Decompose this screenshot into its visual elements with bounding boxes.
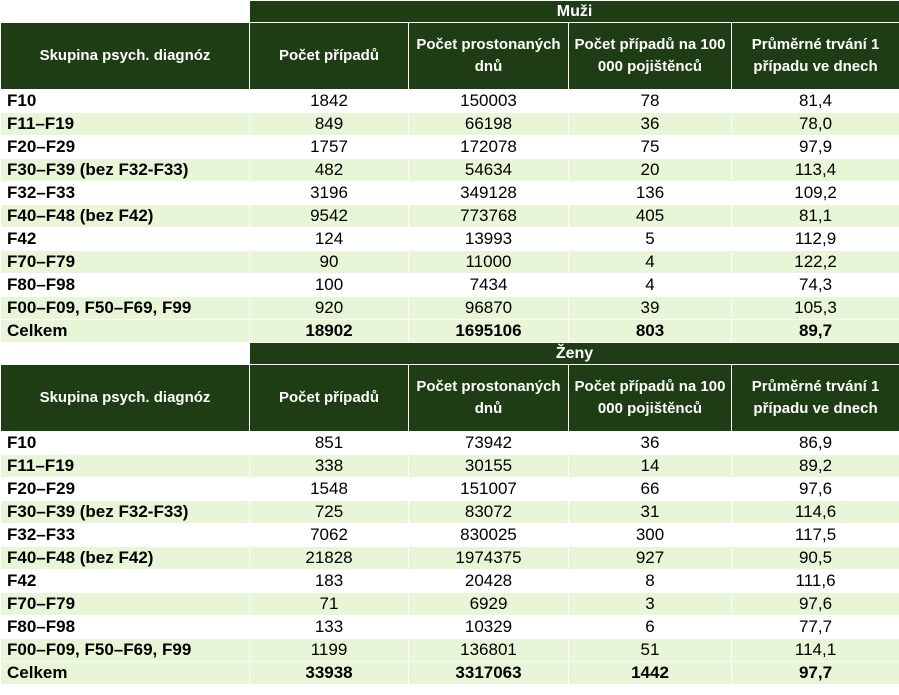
value-cell: 1548 xyxy=(250,478,409,501)
value-cell: 133 xyxy=(250,616,409,639)
value-cell: 851 xyxy=(250,432,409,455)
column-header xyxy=(409,365,569,432)
diagnosis-group-cell: F80–F98 xyxy=(1,274,250,297)
diagnosis-group-cell: F32–F33 xyxy=(1,524,250,547)
total-label-cell: Celkem xyxy=(1,320,250,343)
column-header xyxy=(250,365,409,432)
column-header-label: Průměrné trvání 1 případu ve dnech xyxy=(751,36,880,75)
table-row xyxy=(1,616,899,639)
value-cell: 3196 xyxy=(250,182,409,205)
value-cell: 927 xyxy=(569,547,732,570)
column-header-label: Skupina psych. diagnóz xyxy=(39,389,211,406)
total-value-cell: 97,7 xyxy=(732,662,899,685)
diagnosis-group-cell: F10 xyxy=(1,432,250,455)
total-value-cell: 1695106 xyxy=(409,320,569,343)
value-cell: 1974375 xyxy=(409,547,569,570)
table-row xyxy=(1,524,899,547)
diagnosis-group-cell: F30–F39 (bez F32-F33) xyxy=(1,159,250,182)
column-header-row xyxy=(1,365,899,432)
value-cell: 96870 xyxy=(409,297,569,320)
total-row xyxy=(1,662,899,685)
value-cell: 773768 xyxy=(409,205,569,228)
section-title: Ženy xyxy=(250,343,899,365)
value-cell: 920 xyxy=(250,297,409,320)
value-cell: 78,0 xyxy=(732,113,899,136)
total-value-cell: 3317063 xyxy=(409,662,569,685)
column-header-label: Průměrné trvání 1 případu ve dnech xyxy=(751,378,880,417)
diagnosis-group-cell: F80–F98 xyxy=(1,616,250,639)
value-cell: 14 xyxy=(569,455,732,478)
value-cell: 77,7 xyxy=(732,616,899,639)
value-cell: 11000 xyxy=(409,251,569,274)
value-cell: 5 xyxy=(569,228,732,251)
value-cell: 73942 xyxy=(409,432,569,455)
table-row xyxy=(1,113,899,136)
value-cell: 122,2 xyxy=(732,251,899,274)
table-row xyxy=(1,136,899,159)
value-cell: 21828 xyxy=(250,547,409,570)
table-row xyxy=(1,455,899,478)
table-row xyxy=(1,251,899,274)
value-cell: 90 xyxy=(250,251,409,274)
value-cell: 105,3 xyxy=(732,297,899,320)
value-cell: 39 xyxy=(569,297,732,320)
table-row xyxy=(1,593,899,616)
value-cell: 1842 xyxy=(250,90,409,113)
value-cell: 136 xyxy=(569,182,732,205)
section-title-row xyxy=(1,343,899,365)
value-cell: 111,6 xyxy=(732,570,899,593)
value-cell: 7062 xyxy=(250,524,409,547)
table-row xyxy=(1,639,899,662)
value-cell: 97,6 xyxy=(732,593,899,616)
value-cell: 114,6 xyxy=(732,501,899,524)
diagnosis-group-cell: F70–F79 xyxy=(1,593,250,616)
column-header xyxy=(250,23,409,90)
column-header-label: Skupina psych. diagnóz xyxy=(39,47,211,64)
table-row xyxy=(1,297,899,320)
value-cell: 90,5 xyxy=(732,547,899,570)
diagnosis-group-cell: F42 xyxy=(1,228,250,251)
table-row xyxy=(1,90,899,113)
column-header xyxy=(732,365,899,432)
value-cell: 20428 xyxy=(409,570,569,593)
column-header-row xyxy=(1,23,899,90)
value-cell: 150003 xyxy=(409,90,569,113)
total-row xyxy=(1,320,899,343)
value-cell: 81,1 xyxy=(732,205,899,228)
table-row xyxy=(1,205,899,228)
section-title: Muži xyxy=(250,1,899,23)
table-row xyxy=(1,432,899,455)
value-cell: 36 xyxy=(569,432,732,455)
total-label-cell: Celkem xyxy=(1,662,250,685)
value-cell: 3 xyxy=(569,593,732,616)
value-cell: 183 xyxy=(250,570,409,593)
value-cell: 6929 xyxy=(409,593,569,616)
table-row xyxy=(1,228,899,251)
table-row xyxy=(1,274,899,297)
total-value-cell: 18902 xyxy=(250,320,409,343)
value-cell: 112,9 xyxy=(732,228,899,251)
value-cell: 66 xyxy=(569,478,732,501)
value-cell: 86,9 xyxy=(732,432,899,455)
value-cell: 4 xyxy=(569,251,732,274)
diagnosis-group-cell: F11–F19 xyxy=(1,113,250,136)
table-row xyxy=(1,570,899,593)
value-cell: 97,6 xyxy=(732,478,899,501)
diagnosis-group-cell: F40–F48 (bez F42) xyxy=(1,547,250,570)
column-header xyxy=(409,23,569,90)
value-cell: 300 xyxy=(569,524,732,547)
value-cell: 10329 xyxy=(409,616,569,639)
diagnosis-group-cell: F10 xyxy=(1,90,250,113)
diagnosis-group-cell: F00–F09, F50–F69, F99 xyxy=(1,297,250,320)
value-cell: 725 xyxy=(250,501,409,524)
section-title-spacer xyxy=(1,1,250,23)
diagnosis-group-cell: F20–F29 xyxy=(1,478,250,501)
value-cell: 136801 xyxy=(409,639,569,662)
value-cell: 20 xyxy=(569,159,732,182)
column-header xyxy=(569,365,732,432)
value-cell: 1199 xyxy=(250,639,409,662)
column-header-label: Počet prostonaných dnů xyxy=(416,378,561,417)
column-header-label: Počet případů na 100 000 pojištěnců xyxy=(574,378,726,417)
value-cell: 849 xyxy=(250,113,409,136)
section-title-row xyxy=(1,1,899,23)
value-cell: 172078 xyxy=(409,136,569,159)
value-cell: 36 xyxy=(569,113,732,136)
value-cell: 7434 xyxy=(409,274,569,297)
diagnosis-group-cell: F42 xyxy=(1,570,250,593)
value-cell: 78 xyxy=(569,90,732,113)
value-cell: 124 xyxy=(250,228,409,251)
total-value-cell: 1442 xyxy=(569,662,732,685)
table-row xyxy=(1,547,899,570)
section-title-spacer xyxy=(1,343,250,365)
value-cell: 30155 xyxy=(409,455,569,478)
column-header xyxy=(732,23,899,90)
value-cell: 89,2 xyxy=(732,455,899,478)
value-cell: 830025 xyxy=(409,524,569,547)
value-cell: 405 xyxy=(569,205,732,228)
diagnosis-group-cell: F20–F29 xyxy=(1,136,250,159)
value-cell: 74,3 xyxy=(732,274,899,297)
diagnosis-group-cell: F11–F19 xyxy=(1,455,250,478)
value-cell: 6 xyxy=(569,616,732,639)
value-cell: 1757 xyxy=(250,136,409,159)
value-cell: 482 xyxy=(250,159,409,182)
diagnosis-group-cell: F40–F48 (bez F42) xyxy=(1,205,250,228)
value-cell: 54634 xyxy=(409,159,569,182)
total-value-cell: 89,7 xyxy=(732,320,899,343)
column-header-label: Počet případů na 100 000 pojištěnců xyxy=(574,36,726,75)
column-header xyxy=(569,23,732,90)
value-cell: 66198 xyxy=(409,113,569,136)
column-header-label: Počet případů xyxy=(278,47,379,64)
value-cell: 349128 xyxy=(409,182,569,205)
total-value-cell: 33938 xyxy=(250,662,409,685)
diagnosis-group-cell: F32–F33 xyxy=(1,182,250,205)
value-cell: 97,9 xyxy=(732,136,899,159)
table-row xyxy=(1,159,899,182)
value-cell: 117,5 xyxy=(732,524,899,547)
value-cell: 109,2 xyxy=(732,182,899,205)
table-row xyxy=(1,501,899,524)
value-cell: 338 xyxy=(250,455,409,478)
value-cell: 113,4 xyxy=(732,159,899,182)
column-header-label: Počet prostonaných dnů xyxy=(416,36,561,75)
table-row xyxy=(1,478,899,501)
value-cell: 114,1 xyxy=(732,639,899,662)
value-cell: 51 xyxy=(569,639,732,662)
value-cell: 83072 xyxy=(409,501,569,524)
value-cell: 8 xyxy=(569,570,732,593)
column-header xyxy=(1,23,250,90)
value-cell: 4 xyxy=(569,274,732,297)
value-cell: 75 xyxy=(569,136,732,159)
diagnosis-group-cell: F30–F39 (bez F32-F33) xyxy=(1,501,250,524)
column-header-label: Počet případů xyxy=(278,389,379,406)
value-cell: 9542 xyxy=(250,205,409,228)
table-row xyxy=(1,182,899,205)
diagnosis-group-cell: F70–F79 xyxy=(1,251,250,274)
value-cell: 13993 xyxy=(409,228,569,251)
diagnosis-group-cell: F00–F09, F50–F69, F99 xyxy=(1,639,250,662)
value-cell: 31 xyxy=(569,501,732,524)
total-value-cell: 803 xyxy=(569,320,732,343)
value-cell: 100 xyxy=(250,274,409,297)
value-cell: 151007 xyxy=(409,478,569,501)
column-header xyxy=(1,365,250,432)
value-cell: 71 xyxy=(250,593,409,616)
value-cell: 81,4 xyxy=(732,90,899,113)
